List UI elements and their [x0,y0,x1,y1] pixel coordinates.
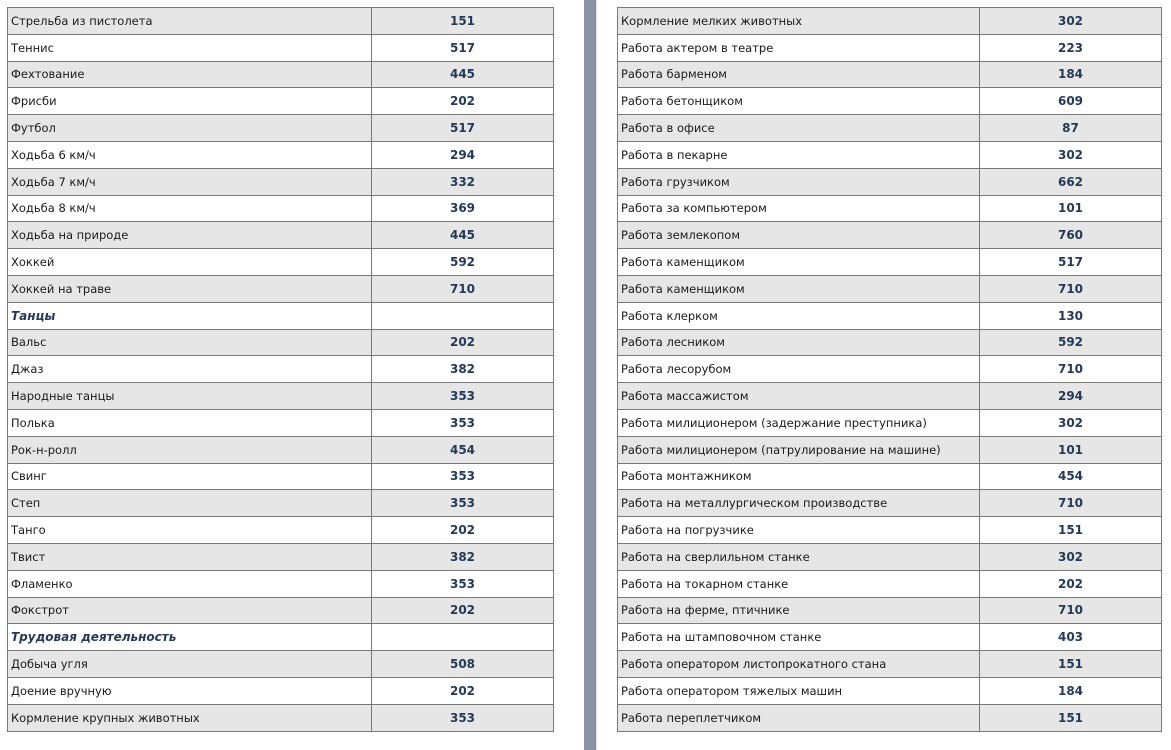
left-table-body [8,8,554,732]
table-row [8,115,554,142]
table-row [8,222,554,249]
calorie-value: 302 [980,409,1162,436]
table-row [8,597,554,624]
calorie-value: 202 [372,329,554,356]
calorie-value: 403 [980,624,1162,651]
activity-name: Работа каменщиком [618,275,980,302]
calorie-value: 294 [980,383,1162,410]
calorie-value: 202 [980,570,1162,597]
calorie-value: 353 [372,409,554,436]
calorie-value: 202 [372,517,554,544]
calorie-value: 302 [980,543,1162,570]
activity-name: Работа на токарном станке [618,570,980,597]
table-row [618,597,1162,624]
calorie-value: 609 [980,88,1162,115]
table-row [8,677,554,704]
activity-name: Фламенко [8,570,372,597]
activity-name: Кормление мелких животных [618,8,980,35]
calorie-value: 592 [372,249,554,276]
table-row [8,168,554,195]
calorie-value: 101 [980,436,1162,463]
table-row [618,409,1162,436]
calorie-value: 151 [980,517,1162,544]
activity-name: Работа переплетчиком [618,704,980,731]
calorie-value: 382 [372,543,554,570]
calorie-value: 302 [980,8,1162,35]
calorie-value: 151 [980,651,1162,678]
table-row [8,704,554,731]
activity-name: Джаз [8,356,372,383]
activity-name: Свинг [8,463,372,490]
table-row [8,570,554,597]
activity-name: Работа на металлургическом производстве [618,490,980,517]
table-row [8,141,554,168]
activity-name: Работа бетонщиком [618,88,980,115]
page-divider [584,0,597,750]
activity-name: Теннис [8,34,372,61]
table-row [618,704,1162,731]
activity-name: Фокстрот [8,597,372,624]
activity-name: Ходьба 7 км/ч [8,168,372,195]
activity-name: Фрисби [8,88,372,115]
activity-name: Работа актером в театре [618,34,980,61]
category-row [8,302,554,329]
calorie-value: 353 [372,704,554,731]
activity-name: Твист [8,543,372,570]
table-row [618,517,1162,544]
activity-name: Работа на штамповочном станке [618,624,980,651]
table-row [618,34,1162,61]
table-row [618,249,1162,276]
table-row [8,8,554,35]
table-row [618,651,1162,678]
activity-name: Хоккей [8,249,372,276]
activity-name: Ходьба 8 км/ч [8,195,372,222]
calorie-value: 517 [372,34,554,61]
activity-name: Вальс [8,329,372,356]
table-row [618,302,1162,329]
calorie-value: 151 [980,704,1162,731]
activity-name: Полька [8,409,372,436]
table-row [618,543,1162,570]
calorie-value: 353 [372,383,554,410]
activity-name: Работа на погрузчике [618,517,980,544]
table-row [8,34,554,61]
activity-name: Работа лесником [618,329,980,356]
table-row [618,463,1162,490]
calorie-value: 710 [980,490,1162,517]
activity-name: Футбол [8,115,372,142]
calorie-value: 353 [372,463,554,490]
activity-name: Работа барменом [618,61,980,88]
table-row [618,8,1162,35]
table-row [618,570,1162,597]
table-row [8,356,554,383]
calorie-value: 517 [980,249,1162,276]
calorie-value: 445 [372,61,554,88]
activity-name: Доение вручную [8,677,372,704]
table-row [618,490,1162,517]
table-row [618,168,1162,195]
activity-name: Народные танцы [8,383,372,410]
activity-name: Работа милиционером (патрулирование на машине) [618,436,980,463]
activity-name: Работа землекопом [618,222,980,249]
table-row [8,61,554,88]
table-row [8,275,554,302]
table-row [618,329,1162,356]
table-row [618,383,1162,410]
table-row [8,517,554,544]
activity-name: Работа грузчиком [618,168,980,195]
calorie-value: 592 [980,329,1162,356]
table-row [618,115,1162,142]
left-calorie-table [7,7,554,732]
calorie-value: 332 [372,168,554,195]
table-row [618,141,1162,168]
calorie-value: 710 [980,275,1162,302]
activity-name: Фехтование [8,61,372,88]
activity-name: Хоккей на траве [8,275,372,302]
category-label: Танцы [8,302,372,329]
right-table-body [618,8,1162,732]
calorie-value: 294 [372,141,554,168]
calorie-value: 202 [372,597,554,624]
calorie-value: 101 [980,195,1162,222]
activity-name: Работа в офисе [618,115,980,142]
calorie-value: 302 [980,141,1162,168]
calorie-value: 223 [980,34,1162,61]
calorie-value: 445 [372,222,554,249]
calorie-value: 508 [372,651,554,678]
calorie-value: 184 [980,61,1162,88]
activity-name: Работа монтажником [618,463,980,490]
table-row [8,463,554,490]
calorie-value: 151 [372,8,554,35]
activity-name: Степ [8,490,372,517]
calorie-value: 353 [372,570,554,597]
activity-name: Кормление крупных животных [8,704,372,731]
table-row [618,195,1162,222]
activity-name: Работа клерком [618,302,980,329]
activity-name: Рок-н-ролл [8,436,372,463]
table-row [8,195,554,222]
table-row [618,356,1162,383]
activity-name: Добыча угля [8,651,372,678]
activity-name: Работа милиционером (задержание преступника) [618,409,980,436]
activity-name: Работа за компьютером [618,195,980,222]
calorie-value: 710 [980,597,1162,624]
calorie-value [372,302,554,329]
table-row [618,222,1162,249]
activity-name: Работа оператором листопрокатного стана [618,651,980,678]
table-row [618,275,1162,302]
calorie-value: 710 [372,275,554,302]
table-row [8,383,554,410]
activity-name: Ходьба 6 км/ч [8,141,372,168]
table-row [8,409,554,436]
activity-name: Работа каменщиком [618,249,980,276]
calorie-value: 454 [372,436,554,463]
category-row [8,624,554,651]
table-row [8,543,554,570]
calorie-value: 454 [980,463,1162,490]
activity-name: Работа на ферме, птичнике [618,597,980,624]
table-row [618,436,1162,463]
calorie-value: 353 [372,490,554,517]
calorie-value: 202 [372,677,554,704]
table-row [8,436,554,463]
calorie-value: 760 [980,222,1162,249]
activity-name: Стрельба из пистолета [8,8,372,35]
table-row [8,88,554,115]
calorie-value: 369 [372,195,554,222]
activity-name: Работа в пекарне [618,141,980,168]
table-row [618,677,1162,704]
activity-name: Работа массажистом [618,383,980,410]
table-row [618,61,1162,88]
category-label: Трудовая деятельность [8,624,372,651]
calorie-value: 382 [372,356,554,383]
table-row [8,249,554,276]
calorie-value: 517 [372,115,554,142]
activity-name: Ходьба на природе [8,222,372,249]
calorie-value: 202 [372,88,554,115]
right-calorie-table [617,7,1162,732]
calorie-value [372,624,554,651]
table-row [618,88,1162,115]
calorie-value: 184 [980,677,1162,704]
activity-name: Танго [8,517,372,544]
activity-name: Работа на сверлильном станке [618,543,980,570]
table-row [8,490,554,517]
calorie-value: 87 [980,115,1162,142]
calorie-value: 662 [980,168,1162,195]
activity-name: Работа оператором тяжелых машин [618,677,980,704]
table-row [618,624,1162,651]
calorie-value: 710 [980,356,1162,383]
table-row [8,651,554,678]
activity-name: Работа лесорубом [618,356,980,383]
calorie-value: 130 [980,302,1162,329]
table-row [8,329,554,356]
